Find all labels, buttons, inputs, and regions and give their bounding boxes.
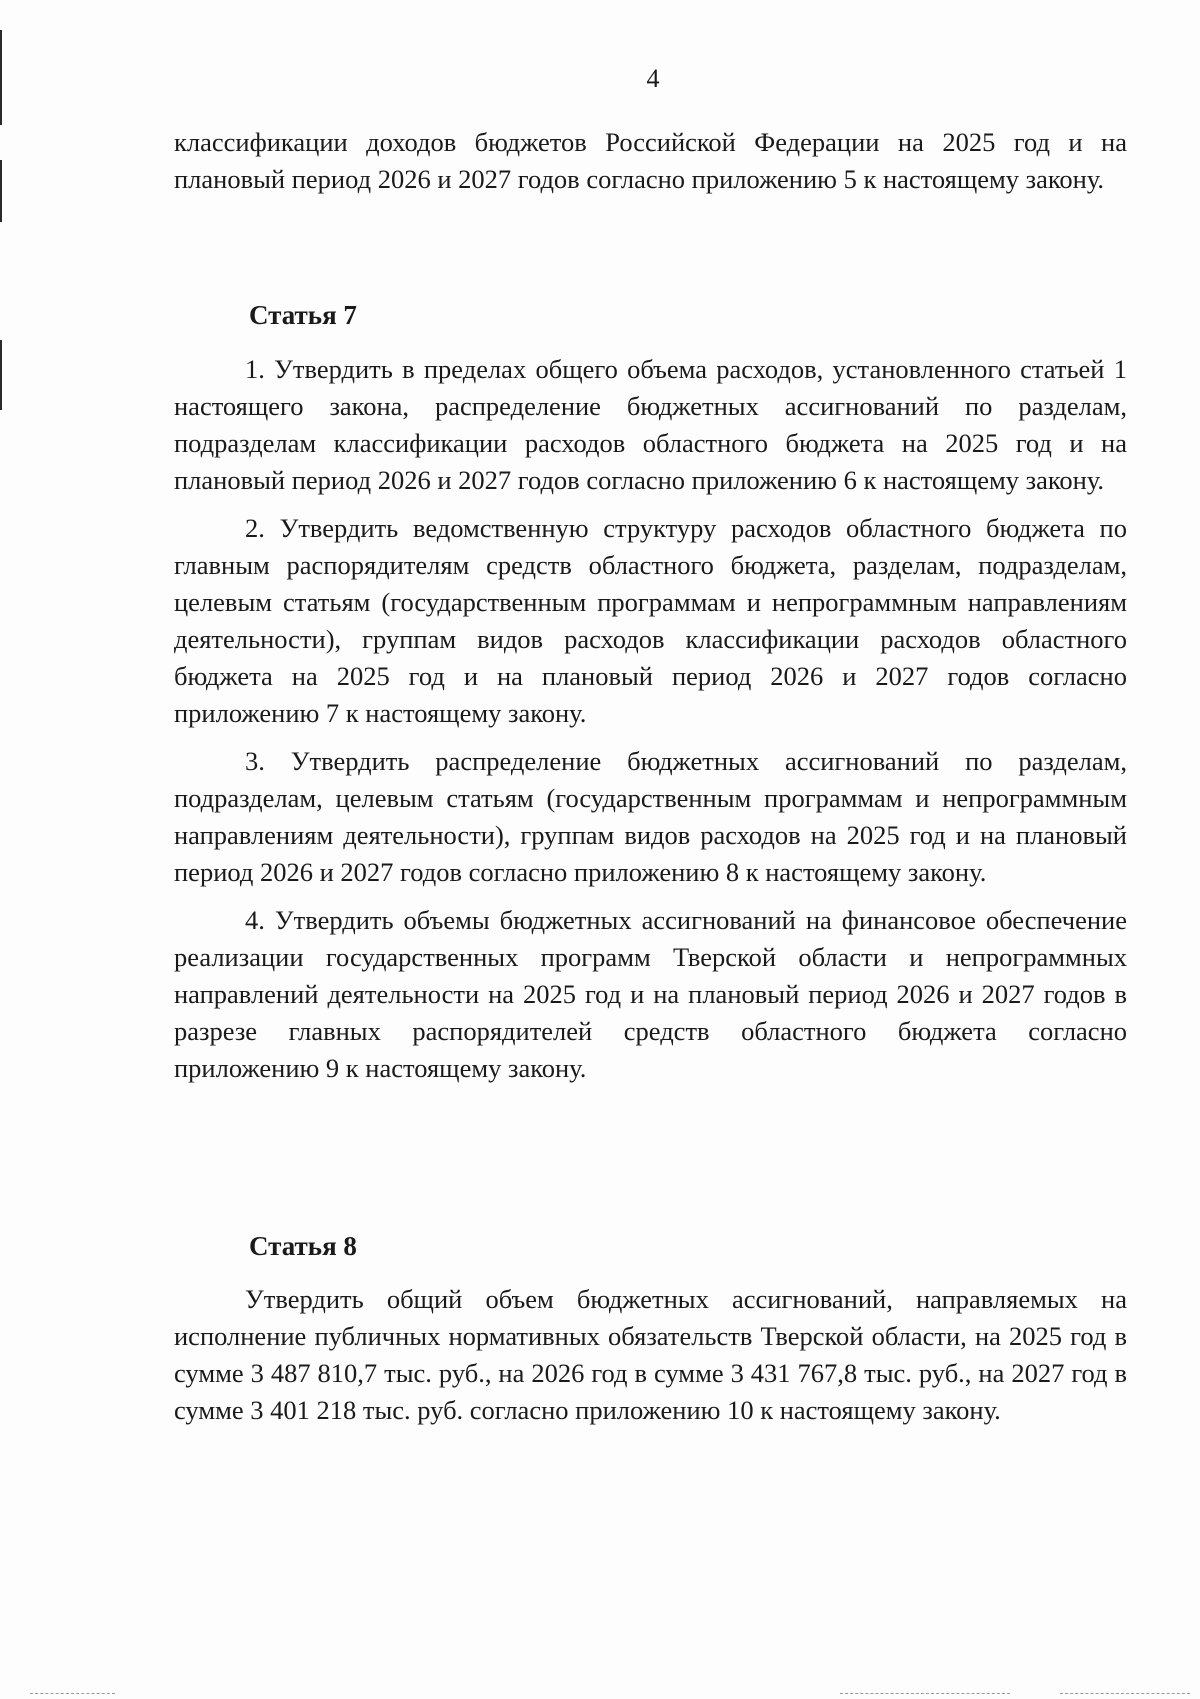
article-7-paragraph-1: 1. Утвердить в пределах общего объема расходов, установленного статьей 1 настоящего закона, распределение бюджетных ассигнований по разделам, подразделам классификации расходов областного бюджета на 2025 год и на плановый период 2026 и 2027 годов согласно приложению 6 к настоящему закону.: [174, 354, 1127, 495]
scan-bottom-mark: [30, 1693, 115, 1695]
scan-edge-mark: [0, 340, 2, 410]
article-7-body: [174, 351, 1127, 1087]
page-number: 4: [646, 64, 660, 93]
article-8-paragraph-1: Утвердить общий объем бюджетных ассигнований, направляемых на исполнение публичных нормативных обязательств Тверской области, на 2025 год в сумме 3 487 810,7 тыс. руб., на 2026 год в сумме 3 431 767,8 тыс. руб., на 2027 год в сумме 3 401 218 тыс. руб. согласно приложению 10 к настоящему закону.: [174, 1284, 1127, 1425]
scan-bottom-mark: [1060, 1693, 1190, 1695]
article-7-paragraph-4: 4. Утвердить объемы бюджетных ассигнований на финансовое обеспечение реализации государственных программ Тверской области и непрограммных направлений деятельности на 2025 год и на плановый период 2026 и 2027 годов в разрезе главных распорядителей средств областного бюджета согласно приложению 9 к настоящему закону.: [174, 905, 1127, 1083]
scan-bottom-mark: [840, 1693, 1010, 1695]
scan-edge-mark: [0, 160, 2, 222]
article-7-paragraph-2: 2. Утвердить ведомственную структуру расходов областного бюджета по главным распорядителям средств областного бюджета, разделам, подразделам, целевым статьям (государственным программам и непрограммным направлениям деятельности), группам видов расходов классификации расходов областного бюджета на 2025 год и на плановый период 2026 и 2027 годов согласно приложению 7 к настоящему закону.: [174, 513, 1127, 728]
intro-block: [174, 124, 1127, 198]
article-7-paragraph-3: 3. Утвердить распределение бюджетных ассигнований по разделам, подразделам, целевым статьям (государственным программам и непрограммным направлениям деятельности), группам видов расходов на 2025 год и на плановый период 2026 и 2027 годов согласно приложению 8 к настоящему закону.: [174, 746, 1127, 887]
article-8-body: [174, 1281, 1127, 1429]
article-8-heading: Статья 8: [249, 1231, 357, 1261]
intro-paragraph: классификации доходов бюджетов Российской Федерации на 2025 год и на плановый период 2026 и 2027 годов согласно приложению 5 к настоящему закону.: [174, 127, 1127, 194]
article-7-heading: Статья 7: [249, 300, 357, 330]
